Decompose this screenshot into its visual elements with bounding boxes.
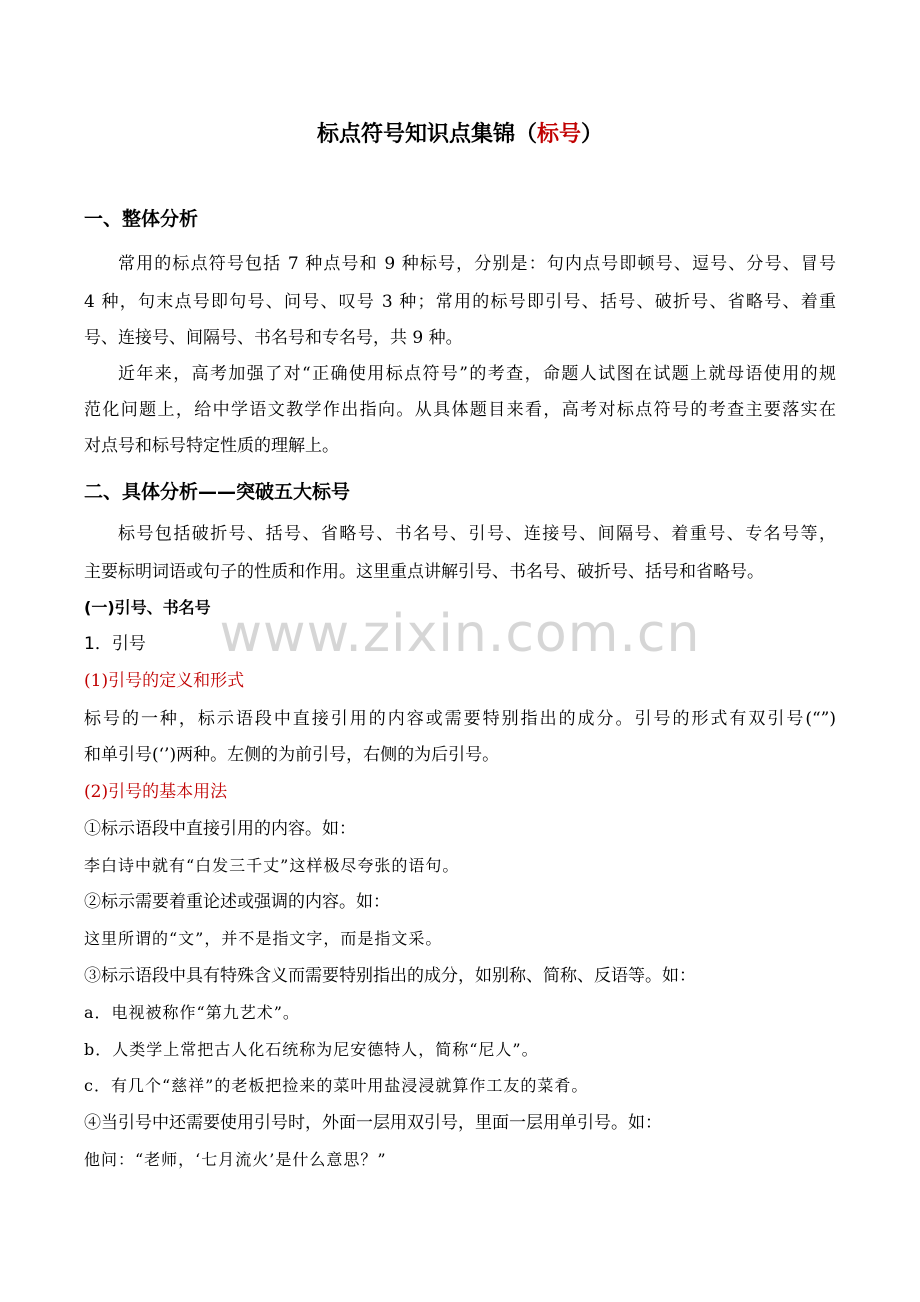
example-sentence: a．电视被称作“第九艺术”。 [84,1003,300,1022]
section2-heading: 二、具体分析——突破五大标号 [84,481,351,503]
watermark: www.zixin.com.cn [219,604,701,664]
item-heading: 1．引号 [84,634,146,654]
title-main: 标点符号知识点集锦（ [316,122,537,147]
title-accent: 标号 [536,122,581,147]
example-sentence: c．有几个“慈祥”的老板把捡来的菜叶用盐浸浸就算作工友的菜肴。 [84,1076,589,1095]
example-sentence: b．人类学上常把古人化石统称为尼安德特人，简称“尼人”。 [84,1040,539,1059]
paragraph-line: 对点号和标号特定性质的理解上。 [84,436,339,456]
title-close: ） [581,122,604,147]
paragraph-line: 和单引号(‘’)两种。左侧的为前引号，右侧的为后引号。 [84,745,500,765]
paragraph-line: 范化问题上，给中学语文教学作出指向。从具体题目来看，高考对标点符号的考查主要落实在 [84,400,836,420]
usage-heading: (2)引号的基本用法 [84,782,228,802]
usage-rule: ④当引号中还需要使用引号时，外面一层用双引号，里面一层用单引号。如： [84,1113,662,1133]
usage-rule: ③标示语段中具有特殊含义而需要特别指出的成分，如别称、简称、反语等。如： [84,966,696,986]
paragraph-line: 4 种，句末点号即句号、问号、叹号 3 种；常用的标号即引号、括号、破折号、省略号、着重 [84,292,836,312]
paragraph-line: 常用的标点符号包括 7 种点号和 9 种标号，分别是：句内点号即顿号、逗号、分号、冒号 [118,254,836,274]
paragraph-line: 号、连接号、间隔号、书名号和专名号，共 9 种。 [84,328,463,348]
paragraph-line: 主要标明词语或句子的性质和作用。这里重点讲解引号、书名号、破折号、括号和省略号。 [84,562,764,582]
paragraph-line: 标号的一种，标示语段中直接引用的内容或需要特别指出的成分。引号的形式有双引号(“”) [84,709,836,729]
page-title [0,120,920,150]
usage-rule: ②标示需要着重论述或强调的内容。如： [84,892,390,912]
paragraph-line: 标号包括破折号、括号、省略号、书名号、引号、连接号、间隔号、着重号、专名号等， [118,524,836,544]
definition-heading: (1)引号的定义和形式 [84,671,245,691]
paragraph-line: 近年来，高考加强了对“正确使用标点符号”的考查，命题人试图在试题上就母语使用的规 [118,364,836,384]
example-sentence: 李白诗中就有“白发三千丈”这样极尽夸张的语句。 [84,856,460,875]
subsection-heading: (一)引号、书名号 [84,598,211,617]
example-sentence: 他问：“老师，‘七月流火’是什么意思？” [84,1150,387,1169]
example-sentence: 这里所谓的“文”，并不是指文字，而是指文采。 [84,929,443,948]
section1-heading: 一、整体分析 [84,208,199,230]
usage-rule: ①标示语段中直接引用的内容。如： [84,819,356,839]
